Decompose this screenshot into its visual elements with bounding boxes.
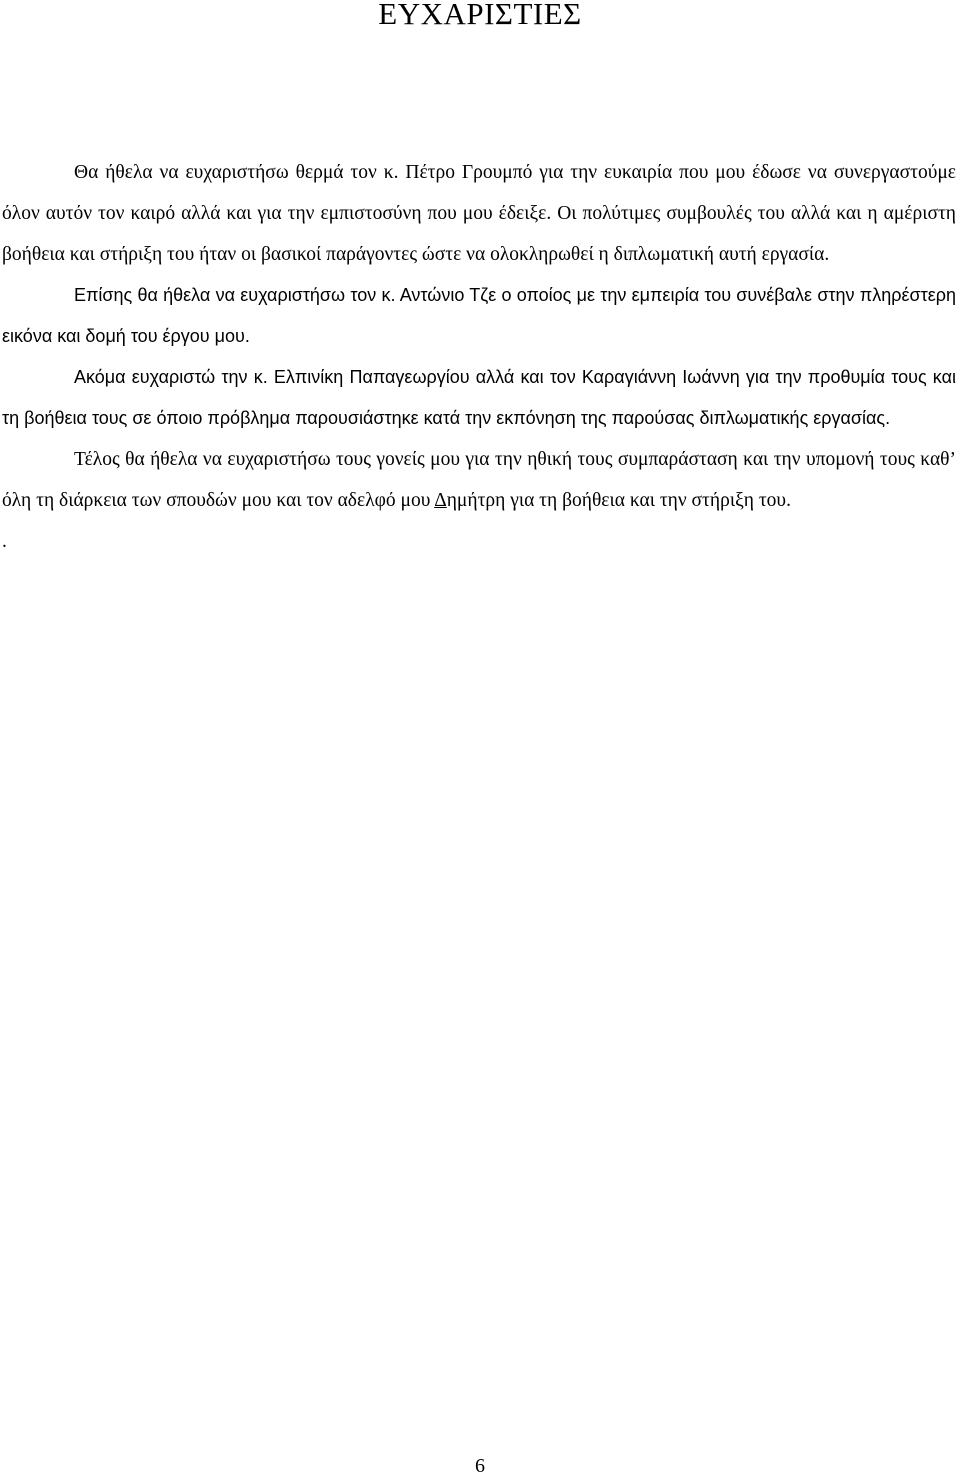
- paragraph-2: Επίσης θα ήθελα να ευχαριστήσω τον κ. Αντώνιο Τζε ο οποίος με την εμπειρία του συνέβαλε στην πληρέστερη εικόνα και δομή του έργου μου.: [2, 285, 956, 346]
- paragraph-3: Ακόμα ευχαριστώ την κ. Ελπινίκη Παπαγεωργίου αλλά και τον Καραγιάννη Ιωάννη για την προθυμία τους και τη βοήθεια τους σε όποιο πρόβλημα παρουσιάστηκε κατά την εκπόνηση της παρούσας διπλωματικής εργασίας.: [2, 367, 956, 428]
- page-title: ΕΥΧΑΡΙΣΤΙΕΣ: [378, 0, 582, 31]
- trailing-dot: .: [2, 531, 7, 552]
- paragraph-4-underlined-letter: Δ: [434, 490, 447, 511]
- paragraph-4: [2, 439, 956, 521]
- paragraph-1: Θα ήθελα να ευχαριστήσω θερμά τον κ. Πέτρο Γρουμπό για την ευκαιρία που μου έδωσε να συνεργαστούμε όλον αυτόν τον καιρό αλλά και για την εμπιστοσύνη που μου έδειξε. Οι πολύτιμες συμβουλές του αλλά και η αμέριστη βοήθεια και στήριξη του ήταν οι βασικοί παράγοντες ώστε να ολοκληρωθεί η διπλωματική αυτή εργασία.: [2, 162, 956, 265]
- paragraph-4-end: ημήτρη για τη βοήθεια και την στήριξη του.: [446, 490, 791, 511]
- paragraph-4-start: Τέλος θα ήθελα να ευχαριστήσω τους γονείς μου για την ηθική τους συμπαράσταση και την υπομονή τους καθ’ όλη τη διάρκεια των σπουδών μου και τον αδελφό μου: [2, 449, 956, 511]
- acknowledgements-body: [2, 152, 956, 562]
- page-number: 6: [475, 1455, 485, 1477]
